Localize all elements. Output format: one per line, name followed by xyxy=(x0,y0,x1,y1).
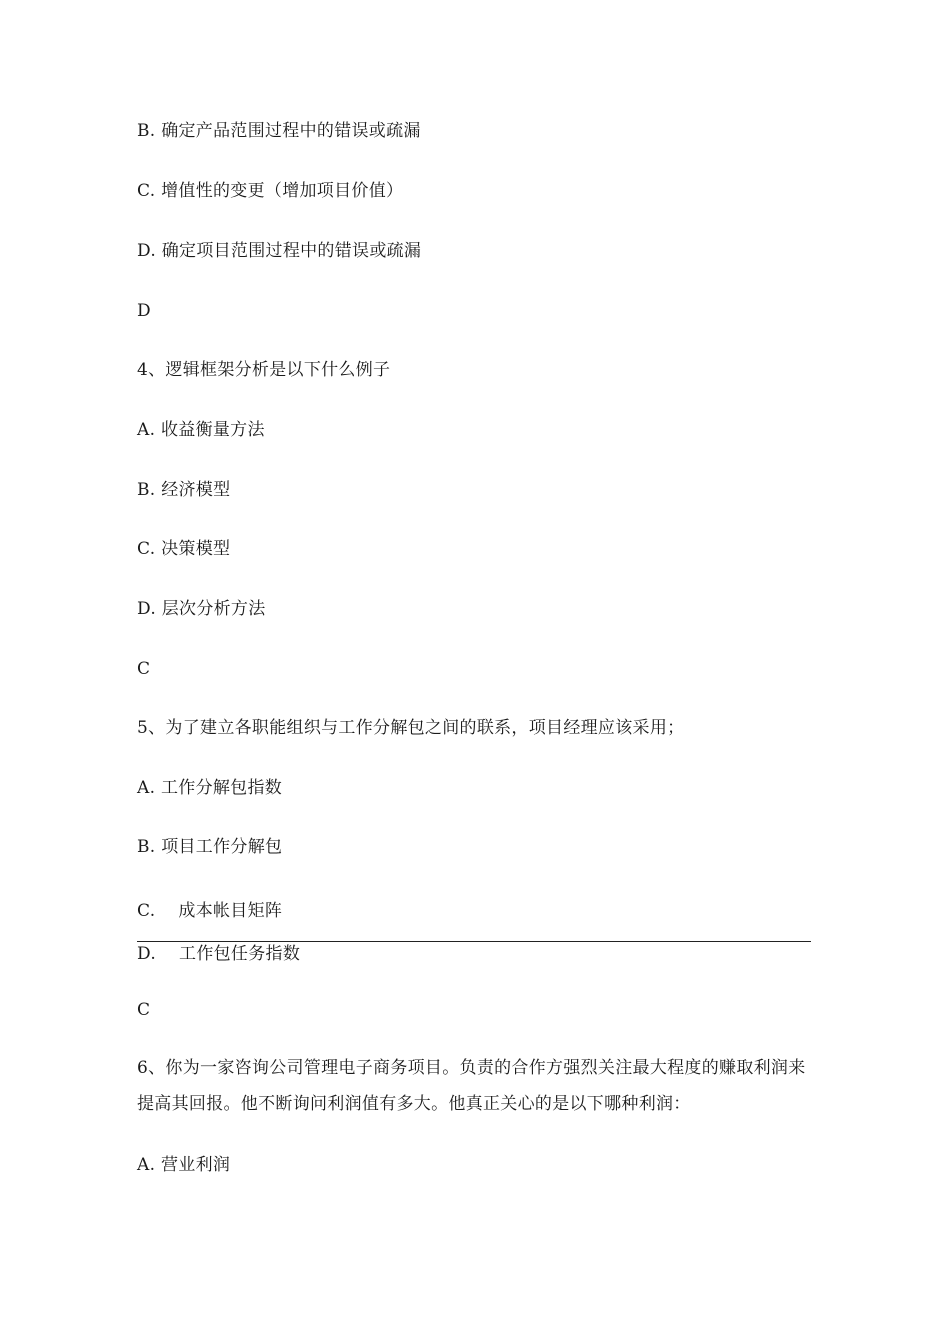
option-6a: A. 营业利润 xyxy=(137,1155,231,1175)
option-4a: A. 收益衡量方法 xyxy=(137,420,265,440)
option-4c: C. 决策模型 xyxy=(137,539,231,559)
option-3b: B. 确定产品范围过程中的错误或疏漏 xyxy=(137,121,421,141)
question-6: 6、你为一家咨询公司管理电子商务项目。负责的合作方强烈关注最大程度的赚取利润来提高其回报。他不断询问利润值有多大。他真正关心的是以下哪种利润： xyxy=(137,1058,806,1114)
answer-4: C xyxy=(137,659,151,679)
answer-3: D xyxy=(137,301,151,321)
option-4d: D. 层次分析方法 xyxy=(137,599,266,619)
option-5d: D. 工作包任务指数 xyxy=(137,944,301,964)
option-3c: C. 增值性的变更（增加项目价值） xyxy=(137,181,404,201)
option-3d: D. 确定项目范围过程中的错误或疏漏 xyxy=(137,241,422,261)
option-5b: B. 项目工作分解包 xyxy=(137,837,283,857)
question-4: 4、逻辑框架分析是以下什么例子 xyxy=(137,360,391,380)
option-5c: C. 成本帐目矩阵 xyxy=(137,901,283,921)
answer-5: C xyxy=(137,1000,151,1020)
option-4b: B. 经济模型 xyxy=(137,480,231,500)
question-5: 5、为了建立各职能组织与工作分解包之间的联系，项目经理应该采用； xyxy=(137,718,685,738)
option-5a: A. 工作分解包指数 xyxy=(137,778,283,798)
